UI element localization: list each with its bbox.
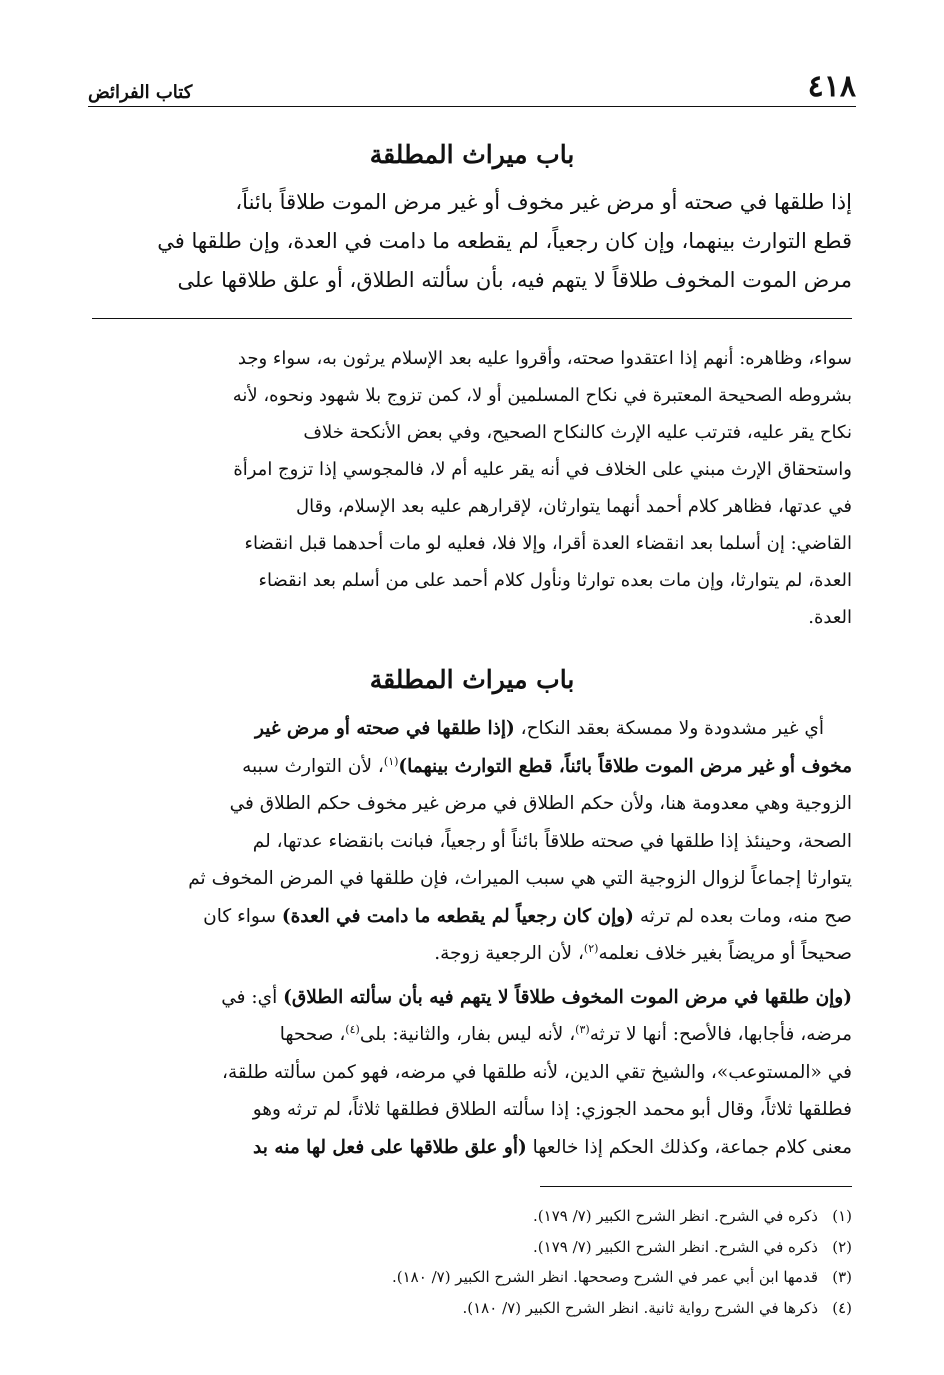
commentary-line: الصحة، وحينئذ إذا طلقها في صحته طلاقاً بائناً أو رجعياً، فبانت بانقضاء عدتها، لم (252, 830, 852, 852)
quoted-matn: (أو علق طلاقها على فعل لها منه بد (253, 1136, 527, 1158)
commentary-span: ، لأن التوارث سببه (242, 755, 384, 777)
footnote-item (92, 1201, 852, 1232)
previous-commentary (92, 340, 852, 636)
commentary-line: نكاح يقر عليه، فترتب عليه الإرث كالنكاح الصحيح، وفي بعض الأنكحة خلاف (303, 422, 852, 443)
matn-line: إذا طلقها في صحته أو مرض غير مخوف أو غير مرض الموت طلاقاً بائناً، (235, 190, 852, 214)
matn-line: مرض الموت المخوف طلاقاً لا يتهم فيه، بأن سألته الطلاق، أو علق طلاقها على (177, 268, 852, 292)
footnote-number: (١) (832, 1207, 852, 1226)
commentary-line (92, 898, 852, 936)
commentary-line (92, 710, 852, 748)
commentary-span: ، لأنه ليس بفار، والثانية: بلى (359, 1024, 576, 1045)
commentary-span: صح منه، ومات بعده لم ترثه (633, 905, 852, 927)
commentary-line: يتوارثا إجماعاً لزوال الزوجية التي هي سبب الميراث، فإن طلقها في المرض المخوف ثم (188, 868, 852, 889)
commentary-span: سواء كان (203, 905, 282, 927)
footnote-ref[interactable]: (١) (383, 754, 399, 768)
commentary-line (92, 748, 852, 786)
commentary-line (92, 935, 852, 973)
book-title: كتاب الفرائض (88, 82, 193, 103)
quoted-matn: (وإن طلقها في مرض الموت المخوف طلاقاً لا يتهم فيه بأن سألته الطلاق) (283, 986, 852, 1008)
commentary-line: فطلقها ثلاثاً، وقال أبو محمد الجوزي: إذا سألته الطلاق فطلقها ثلاثاً، لم ترثه وهو (252, 1099, 852, 1120)
commentary-line: في عدتها، فظاهر كلام أحمد أنهما يتوارثان، لإقرارهم عليه بعد الإسلام، وقال (296, 496, 852, 517)
quoted-matn: (وإن كان رجعياً لم يقطعه ما دامت في العدة) (281, 905, 634, 927)
commentary-line: العدة. (808, 607, 852, 628)
footnote-number: (٢) (832, 1237, 852, 1256)
sharh-chapter-title: باب ميراث المطلقة (369, 665, 575, 694)
matn-chapter-title: باب ميراث المطلقة (369, 140, 575, 169)
commentary-span: أي غير مشدودة ولا ممسكة بعقد النكاح، (514, 718, 824, 739)
commentary-span: ، لأن الرجعية زوجة. (434, 943, 584, 964)
commentary-line: في «المستوعب»، والشيخ تقي الدين، لأنه طلقها في مرضه، فهو كمن سألته طلقة، (222, 1061, 852, 1083)
footnote-text: ذكره في الشرح. انظر الشرح الكبير (٧/ ١٧٩). (533, 1207, 818, 1226)
commentary-line: القاضي: إن أسلما بعد انقضاء العدة أقرا، وإلا فلا، فعليه لو مات أحدهما قبل انقضاء (244, 533, 852, 554)
commentary-span: ، صححها (279, 1024, 346, 1045)
commentary-line (92, 1016, 852, 1054)
commentary-line (92, 979, 852, 1017)
commentary-line (92, 1129, 852, 1167)
footnotes (92, 1201, 852, 1323)
commentary-line: بشروطه الصحيحة المعتبرة في نكاح المسلمين أو لا، كمن تزوج بلا شهود ونحوه، لأنه (232, 385, 852, 406)
commentary-line: واستحقاق الإرث مبني على الخلاف في أنه يقر عليه أم لا، فالمجوسي إذا تزوج امرأة (233, 459, 852, 480)
commentary-text (92, 710, 852, 1166)
footnote-ref[interactable]: (٢) (583, 941, 599, 955)
matn-line: قطع التوارث بينهما، وإن كان رجعياً، لم يقطعه ما دامت في العدة، وإن طلقها في (157, 229, 852, 253)
page-number: ٤١٨ (807, 69, 856, 104)
commentary-span: صحيحاً أو مريضاً بغير خلاف نعلمه (598, 943, 852, 964)
footnote-text: ذكره في الشرح. انظر الشرح الكبير (٧/ ١٧٩). (533, 1237, 818, 1256)
quoted-matn: مخوف أو غير مرض الموت طلاقاً بائناً، قطع التوارث بينهما) (398, 755, 852, 777)
footnote-number: (٣) (832, 1268, 852, 1287)
matn-divider (92, 318, 852, 319)
footnote-ref[interactable]: (٤) (345, 1022, 360, 1036)
footnote-item (92, 1293, 852, 1324)
footnote-item (92, 1262, 852, 1293)
commentary-line: الزوجية وهي معدومة هنا، ولأن حكم الطلاق في مرض غير مخوف حكم الطلاق في (229, 793, 852, 814)
running-header (88, 66, 856, 107)
commentary-span: أي: في (221, 986, 284, 1008)
quoted-matn: (إذا طلقها في صحته أو مرض غير (255, 718, 515, 739)
commentary-line: سواء، وظاهره: أنهم إذا اعتقدوا صحته، وأقروا عليه بعد الإسلام يرثون به، سواء وجد (237, 348, 852, 369)
matn-text (92, 183, 852, 300)
commentary-span: مرضه، فأجابها، فالأصح: أنها لا ترثه (589, 1024, 852, 1045)
footnote-text: قدمها ابن أبي عمر في الشرح وصححها. انظر الشرح الكبير (٧/ ١٨٠). (392, 1268, 818, 1287)
footnote-divider (540, 1186, 852, 1187)
commentary-span: معنى كلام جماعة، وكذلك الحكم إذا خالعها (526, 1136, 852, 1158)
footnote-ref[interactable]: (٣) (575, 1022, 590, 1036)
commentary-line: العدة، لم يتوارثا، وإن مات بعده توارثا ونأول كلام أحمد على من أسلم بعد انقضاء (258, 570, 852, 591)
footnote-text: ذكرها في الشرح رواية ثانية. انظر الشرح الكبير (٧/ ١٨٠). (462, 1298, 818, 1317)
footnote-item (92, 1232, 852, 1263)
footnote-number: (٤) (832, 1298, 852, 1317)
